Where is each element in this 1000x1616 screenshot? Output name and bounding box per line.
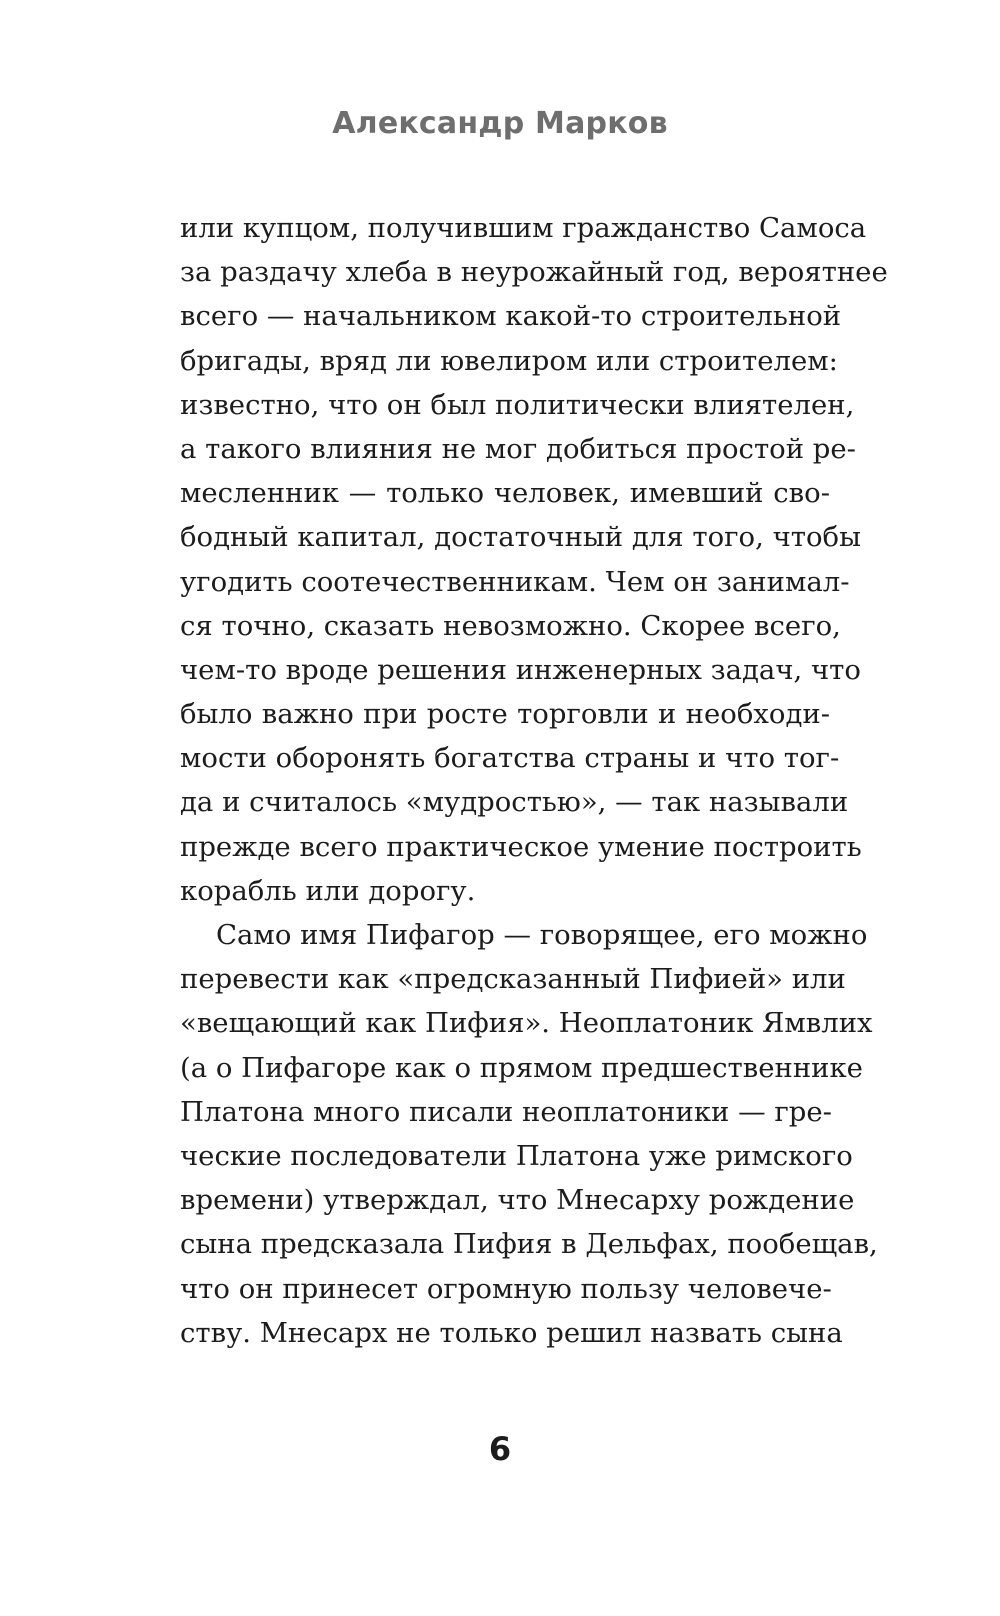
page-number: 6: [488, 1430, 512, 1468]
running-head: Александр Марков: [332, 106, 668, 141]
text-line: всего — начальником какой-то строительной: [180, 300, 842, 333]
text-line: известно, что он был политически влиятелен,: [180, 388, 855, 421]
text-line: да и считалось «мудростью», — так называли: [180, 786, 849, 819]
text-line: корабль или дорогу.: [180, 874, 476, 907]
text-line: сына предсказала Пифия в Дельфах, пообещав,: [180, 1228, 878, 1261]
text-line: ся точно, сказать невозможно. Скорее всего,: [180, 609, 841, 642]
text-line: бригады, вряд ли ювелиром или строителем:: [180, 344, 838, 377]
text-line: месленник — только человек, имевший сво-: [180, 477, 830, 510]
text-line: было важно при росте торговли и необходи-: [180, 698, 830, 731]
text-line: а такого влияния не мог добиться простой ре-: [180, 432, 856, 465]
text-line: ству. Мнесарх не только решил назвать сына: [180, 1316, 843, 1349]
text-line: угодить соотечественникам. Чем он занимал-: [180, 565, 850, 598]
text-line: перевести как «предсказанный Пифией» или: [180, 963, 846, 996]
text-line: времени) утверждал, что Мнесарху рождение: [180, 1184, 855, 1217]
text-line: ческие последователи Платона уже римского: [180, 1139, 853, 1172]
text-line: мости оборонять богатства страны и что тог-: [180, 742, 840, 775]
text-line: что он принесет огромную пользу человече-: [180, 1272, 832, 1305]
text-line: прежде всего практическое умение построить: [180, 830, 862, 863]
text-line: Платона много писали неоплатоники — гре-: [180, 1095, 832, 1128]
text-line: чем-то вроде решения инженерных задач, что: [180, 653, 861, 686]
text-line: «вещающий как Пифия». Неоплатоник Ямвлих: [180, 1007, 873, 1040]
text-line: бодный капитал, достаточный для того, чтобы: [180, 521, 861, 554]
text-line: за раздачу хлеба в неурожайный год, вероятнее: [180, 256, 888, 289]
text-line: Само имя Пифагор — говорящее, его можно: [216, 919, 868, 951]
text-line: или купцом, получившим гражданство Самоса: [180, 212, 867, 244]
body-text: [180, 206, 888, 1355]
text-line: (а о Пифагоре как о прямом предшественнике: [180, 1051, 863, 1084]
